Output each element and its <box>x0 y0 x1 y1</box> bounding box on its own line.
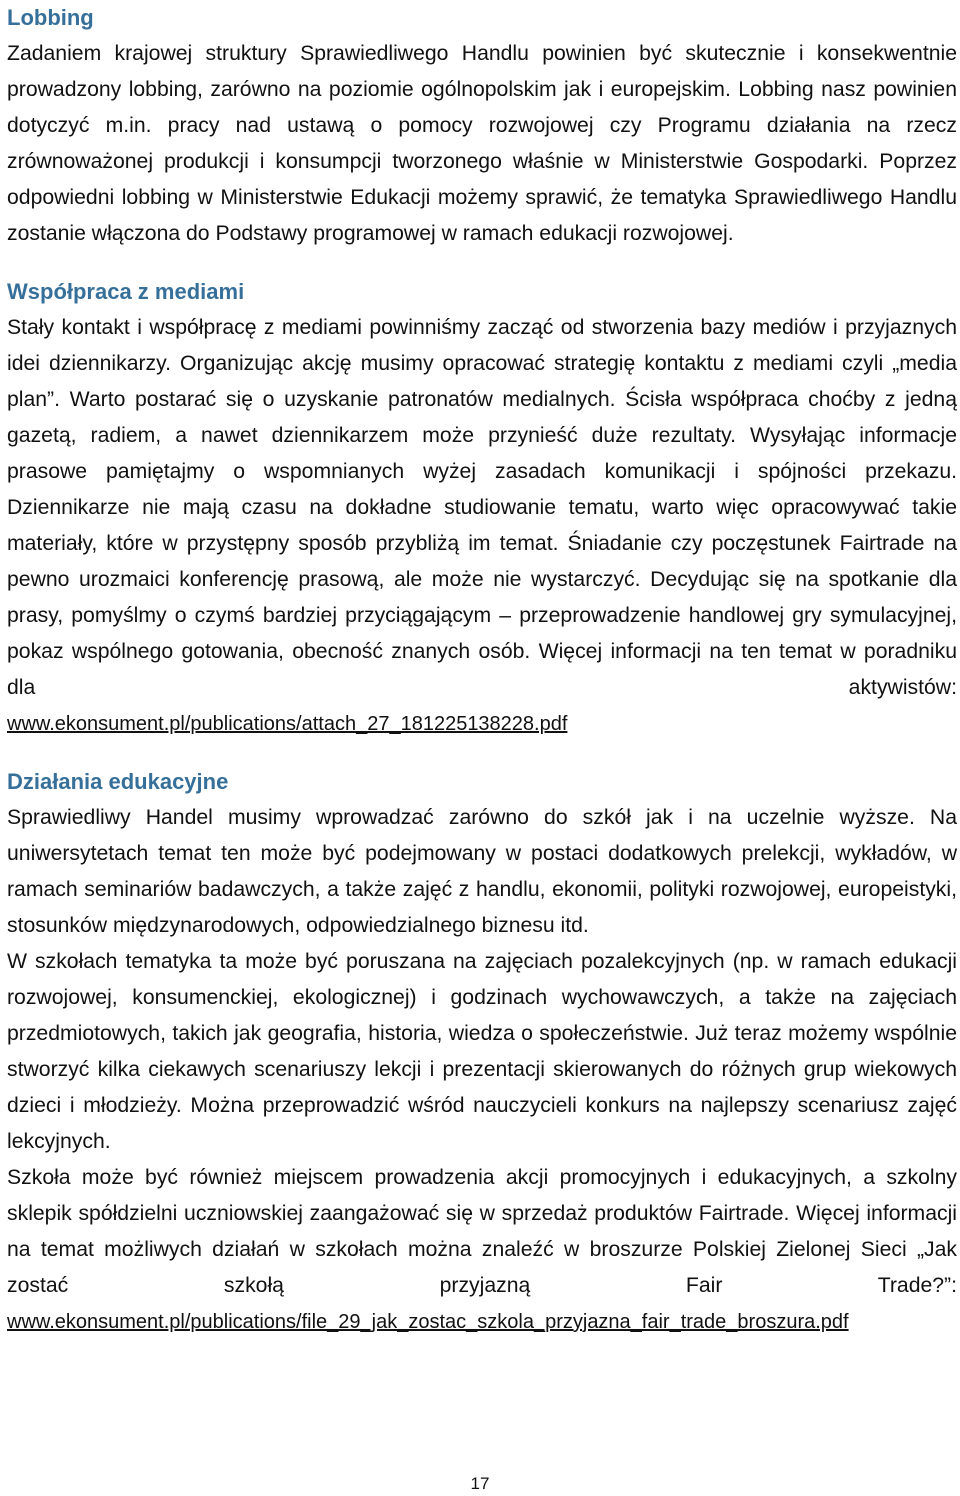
media-guide-link[interactable]: www.ekonsument.pl/publications/attach_27_181225138228.pdf <box>7 713 568 735</box>
school-brochure-link[interactable]: www.ekonsument.pl/publications/file_29_jak_zostac_szkola_przyjazna_fair_trade_broszura.pdf <box>7 1311 849 1333</box>
paragraph-education-3: Szkoła może być również miejscem prowadzenia akcji promocyjnych i edukacyjnych, a szkolny sklepik spółdzielni uczniowskiej zaangażować się w sprzedaż produktów Fairtrade. Więcej informacji na temat możliwych działań w szkołach można znaleźć w broszurze Polskiej Zielonej Sieci „Jak zostać szkołą przyjazną Fair Trade?”: <box>7 1166 957 1297</box>
paragraph-lobbing: Zadaniem krajowej struktury Sprawiedliwego Handlu powinien być skutecznie i konsekwentnie prowadzony lobbing, zarówno na poziomie ogólnopolskim jak i europejskim. Lobbing nasz powinien dotyczyć m.in. pracy nad ustawą o pomocy rozwojowej czy Programu działania na rzecz zrównoważonej produkcji i konsumpcji tworzonego właśnie w Ministerstwie Gospodarki. Poprzez odpowiedni lobbing w Ministerstwie Edukacji możemy sprawić, że tematyka Sprawiedliwego Handlu zostanie włączona do Podstawy programowej w ramach edukacji rozwojowej. <box>7 42 957 245</box>
section-media <box>7 274 957 744</box>
paragraph-education-1: Sprawiedliwy Handel musimy wprowadzać zarówno do szkół jak i na uczelnie wyższe. Na uniwersytetach temat ten może być podejmowany w postaci dodatkowych prelekcji, wykładów, w ramach seminariów badawczych, a także zajęć z handlu, ekonomii, polityki rozwojowej, europeistyki, stosunków międzynarodowych, odpowiedzialnego biznesu itd. <box>7 806 957 937</box>
section-education <box>7 764 957 1342</box>
section-heading-media: Współpraca z mediami <box>7 279 245 304</box>
link-line-media <box>7 706 957 744</box>
paragraph-media: Stały kontakt i współpracę z mediami powinniśmy zacząć od stworzenia bazy mediów i przyjaznych idei dziennikarzy. Organizując akcję musimy opracować strategię kontaktu z mediami czyli „media plan”. Warto postarać się o uzyskanie patronatów medialnych. Ścisła współpraca choćby z jedną gazetą, radiem, a nawet dziennikarzem może przynieść duże rezultaty. Wysyłając informacje prasowe pamiętajmy o wspomnianych wyżej zasadach komunikacji i spójności przekazu. Dziennikarze nie mają czasu na dokładne studiowanie tematu, warto więc opracowywać takie materiały, które w przystępny sposób przybliżą im temat. Śniadanie czy poczęstunek Fairtrade na pewno urozmaici konferencję prasową, ale może nie wystarczyć. Decydując się na spotkanie dla prasy, pomyślmy o czymś bardziej przyciągającym – przeprowadzenie handlowej gry symulacyjnej, pokaz wspólnego gotowania, obecność znanych osób. Więcej informacji na ten temat w poradniku dla aktywistów: <box>7 316 957 699</box>
section-heading-education: Działania edukacyjne <box>7 769 229 794</box>
section-heading-lobbing: Lobbing <box>7 5 94 30</box>
paragraph-education-2: W szkołach tematyka ta może być poruszana na zajęciach pozalekcyjnych (np. w ramach edukacji rozwojowej, konsumenckiej, ekologicznej) i godzinach wychowawczych, a także na zajęciach przedmiotowych, takich jak geografia, historia, wiedza o społeczeństwie. Już teraz możemy wspólnie stworzyć kilka ciekawych scenariuszy lekcji i prezentacji skierowanych do różnych grup wiekowych dzieci i młodzieży. Można przeprowadzić wśród nauczycieli konkurs na najlepszy scenariusz zajęć lekcyjnych. <box>7 950 957 1153</box>
link-line-education <box>7 1304 957 1342</box>
page-number: 17 <box>470 1474 490 1493</box>
section-lobbing <box>7 0 957 252</box>
document-page <box>7 0 957 1342</box>
